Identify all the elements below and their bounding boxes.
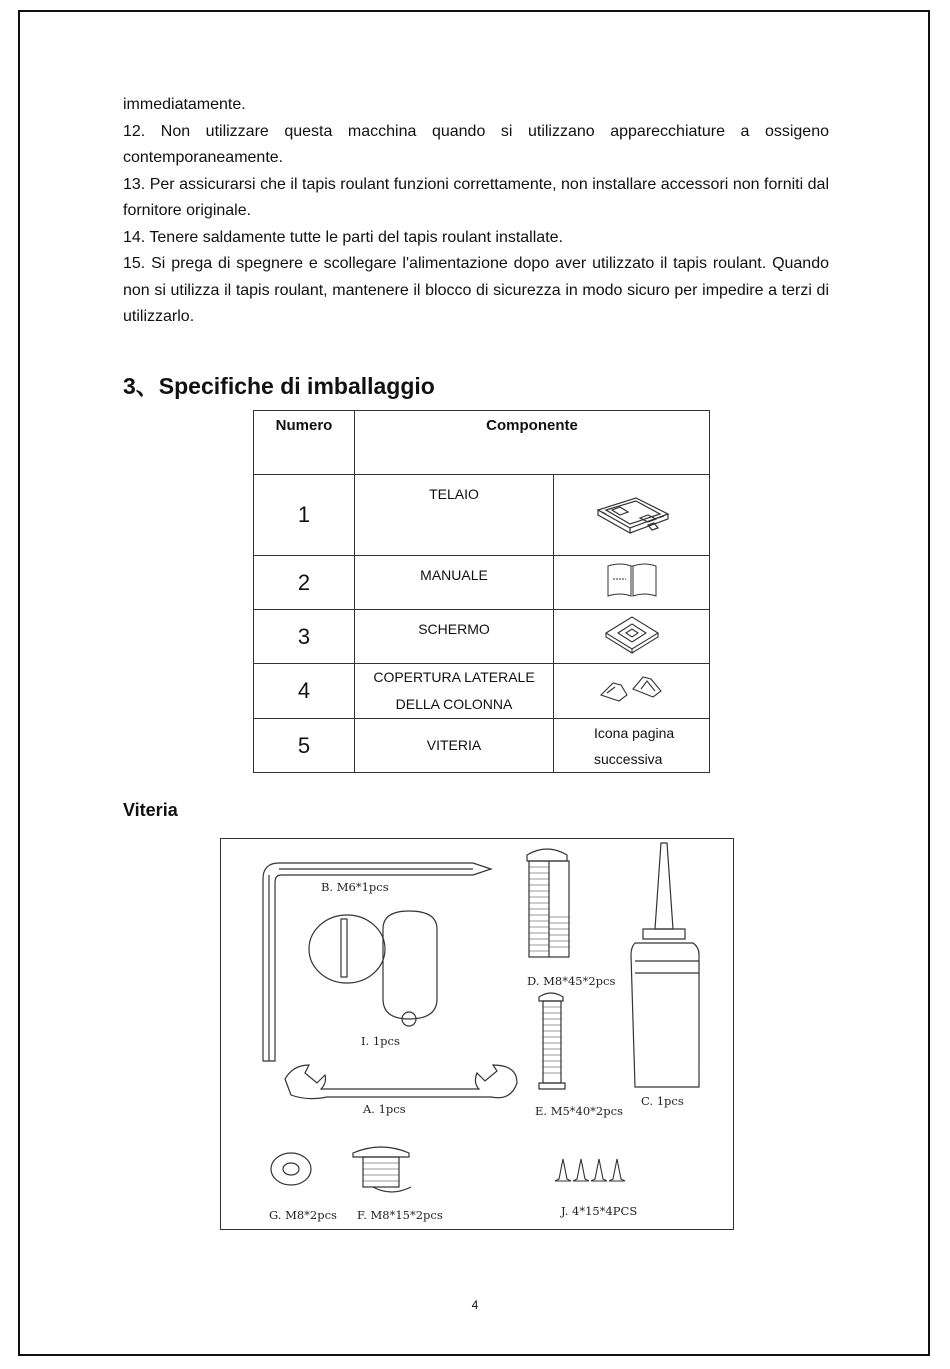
component-name: MANUALE	[355, 556, 554, 610]
label-i: I. 1pcs	[361, 1034, 400, 1048]
oil-bottle-icon	[631, 843, 699, 1087]
row-number: 3	[254, 610, 355, 664]
section-title: 3、Specifiche di imballaggio	[123, 373, 435, 399]
component-name: TELAIO	[355, 475, 554, 556]
label-j: J. 4*15*4PCS	[561, 1204, 638, 1218]
component-name	[355, 664, 554, 719]
manual-icon	[554, 556, 710, 610]
paragraph: 13. Per assicurarsi che il tapis roulant funzioni correttamente, non installare accessori non forniti dal fornitore originale.	[123, 175, 829, 219]
tool-i-icon	[309, 911, 437, 1026]
safety-text	[123, 92, 829, 331]
paragraph: 12. Non utilizzare questa macchina quando si utilizzano apparecchiature a ossigeno contemporaneamente.	[123, 122, 829, 166]
side-cover-icon	[554, 664, 710, 719]
table-row	[254, 719, 710, 773]
component-name: VITERIA	[355, 719, 554, 773]
component-name-line: COPERTURA LATERALE	[373, 669, 535, 685]
paragraph: immediatamente.	[123, 96, 246, 113]
label-a: A. 1pcs	[363, 1102, 406, 1116]
component-name: SCHERMO	[355, 610, 554, 664]
hardware-diagram	[220, 838, 734, 1230]
hardware-title: Viteria	[123, 800, 178, 820]
bolt-f-icon	[353, 1147, 411, 1192]
label-b: B. M6*1pcs	[321, 880, 389, 894]
paragraph: 14. Tenere saldamente tutte le parti del tapis roulant installate.	[123, 228, 563, 246]
label-c: C. 1pcs	[641, 1094, 684, 1108]
table-header-row	[254, 411, 710, 475]
row-number: 2	[254, 556, 355, 610]
wrench-icon	[285, 1065, 517, 1099]
note-line: successiva	[594, 750, 663, 767]
label-f: F. M8*15*2pcs	[357, 1208, 443, 1222]
label-g: G. M8*2pcs	[269, 1208, 337, 1222]
note-line: Icona pagina	[594, 724, 675, 741]
screw-j-icon	[555, 1159, 625, 1181]
page-number: 4	[471, 1298, 479, 1312]
paragraph: 15. Si prega di spegnere e scollegare l'alimentazione dopo aver utilizzato il tapis roulant. Quando non si utilizza il tapis roulant, mantenere il blocco di sicurezza in modo sicuro per impedire a terzi di utilizzarlo.	[123, 255, 829, 325]
frame-icon	[554, 475, 710, 556]
row-number: 1	[254, 475, 355, 556]
table-row	[254, 475, 710, 556]
table-row	[254, 556, 710, 610]
screen-icon	[554, 610, 710, 664]
component-name-line: DELLA COLONNA	[395, 696, 513, 712]
table-row	[254, 664, 710, 719]
row-number: 5	[254, 719, 355, 773]
bolt-e-icon	[539, 993, 565, 1089]
packing-table	[253, 410, 710, 773]
washer-icon	[271, 1153, 311, 1185]
next-page-note	[554, 719, 710, 773]
header-numero: Numero	[254, 411, 355, 475]
label-e: E. M5*40*2pcs	[535, 1104, 623, 1118]
table-row	[254, 610, 710, 664]
row-number: 4	[254, 664, 355, 719]
bolt-d-icon	[527, 849, 569, 957]
label-d: D. M8*45*2pcs	[527, 974, 616, 988]
header-componente: Componente	[355, 411, 710, 475]
